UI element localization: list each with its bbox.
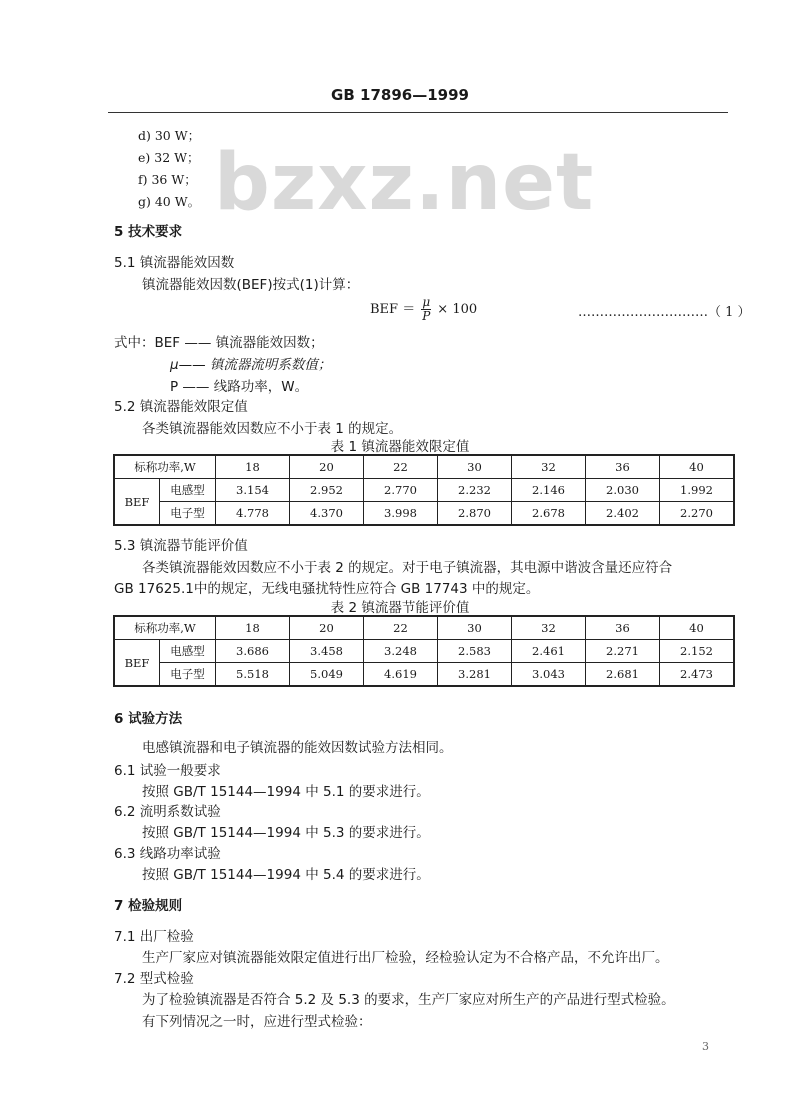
header-rule — [108, 112, 728, 113]
table-row — [114, 663, 734, 687]
list-item: d) 30 W； — [138, 128, 201, 143]
table-cell: 3.043 — [512, 663, 586, 687]
section-5-2-heading: 5.2 镇流器能效限定值 — [114, 399, 248, 415]
section-6-heading: 6 试验方法 — [114, 711, 183, 727]
table-head-label: 标称功率,W — [114, 616, 216, 640]
section-7-1-heading: 7.1 出厂检验 — [114, 929, 194, 945]
table-cell: 2.681 — [586, 663, 660, 687]
formula-number: …………………………（ 1 ） — [578, 305, 751, 320]
section-7-2-heading: 7.2 型式检验 — [114, 971, 194, 987]
table-cell: 2.770 — [364, 479, 438, 502]
section-5-2-text: 各类镇流器能效因数应不小于表 1 的规定。 — [142, 421, 403, 437]
table-cell: 32 — [512, 616, 586, 640]
table-cell: 4.370 — [290, 502, 364, 526]
section-7-heading: 7 检验规则 — [114, 898, 183, 914]
table-cell: 2.473 — [660, 663, 735, 687]
table-cell: 30 — [438, 616, 512, 640]
table-cell: 2.146 — [512, 479, 586, 502]
section-6-3-text: 按照 GB/T 15144—1994 中 5.4 的要求进行。 — [142, 867, 430, 883]
section-5-3-text-1: 各类镇流器能效因数应不小于表 2 的规定。对于电子镇流器，其电源中谐波含量还应符合 — [142, 560, 673, 576]
table-row — [114, 616, 734, 640]
table-cell: 32 — [512, 455, 586, 479]
where-mu: μ—— 镇流器流明系数值； — [170, 357, 332, 373]
section-6-1-heading: 6.1 试验一般要求 — [114, 763, 221, 779]
table-cell: 2.152 — [660, 640, 735, 663]
bef-formula — [370, 296, 477, 323]
table-row-type: 电感型 — [160, 479, 216, 502]
table-row — [114, 502, 734, 526]
watermark: bzxz.net — [214, 138, 595, 228]
table-cell: 3.686 — [216, 640, 290, 663]
table-row-type: 电子型 — [160, 502, 216, 526]
section-5-1-heading: 5.1 镇流器能效因数 — [114, 255, 235, 271]
formula-fraction — [421, 296, 431, 323]
table-cell: 3.154 — [216, 479, 290, 502]
section-6-3-heading: 6.3 线路功率试验 — [114, 846, 221, 862]
table-cell: 2.952 — [290, 479, 364, 502]
section-6-2-heading: 6.2 流明系数试验 — [114, 804, 221, 820]
table-cell: 22 — [364, 455, 438, 479]
table-cell: 3.281 — [438, 663, 512, 687]
table-cell: 36 — [586, 616, 660, 640]
section-6-1-text: 按照 GB/T 15144—1994 中 5.1 的要求进行。 — [142, 784, 430, 800]
table-2 — [113, 615, 735, 687]
section-5-1-intro: 镇流器能效因数(BEF)按式(1)计算： — [142, 277, 360, 293]
table-row-group: BEF — [114, 479, 160, 526]
section-7-2-text-2: 有下列情况之一时，应进行型式检验： — [142, 1014, 372, 1030]
page-number: 3 — [702, 1040, 709, 1053]
table-cell: 2.271 — [586, 640, 660, 663]
table-cell: 2.461 — [512, 640, 586, 663]
table-cell: 2.678 — [512, 502, 586, 526]
table-cell: 3.998 — [364, 502, 438, 526]
section-5-3-text-2: GB 17625.1中的规定，无线电骚扰特性应符合 GB 17743 中的规定。 — [114, 581, 540, 597]
section-7-1-text: 生产厂家应对镇流器能效限定值进行出厂检验，经检验认定为不合格产品，不允许出厂。 — [142, 950, 669, 966]
table-cell: 20 — [290, 455, 364, 479]
table-1 — [113, 454, 735, 526]
table-cell: 20 — [290, 616, 364, 640]
table-cell: 22 — [364, 616, 438, 640]
table-cell: 40 — [660, 616, 735, 640]
table-cell: 40 — [660, 455, 735, 479]
table-row-type: 电感型 — [160, 640, 216, 663]
table-cell: 18 — [216, 455, 290, 479]
table-cell: 1.992 — [660, 479, 735, 502]
table-cell: 4.778 — [216, 502, 290, 526]
table-cell: 2.402 — [586, 502, 660, 526]
formula-lhs: BEF ＝ — [370, 302, 416, 317]
section-6-2-text: 按照 GB/T 15144—1994 中 5.3 的要求进行。 — [142, 825, 430, 841]
table-row — [114, 640, 734, 663]
formula-denominator: P — [422, 309, 431, 323]
section-6-text: 电感镇流器和电子镇流器的能效因数试验方法相同。 — [142, 740, 453, 756]
section-5-heading: 5 技术要求 — [114, 224, 183, 240]
list-item: f) 36 W； — [138, 172, 197, 187]
table-2-caption: 表 2 镇流器节能评价值 — [330, 600, 470, 616]
table-cell: 3.248 — [364, 640, 438, 663]
list-item: e) 32 W； — [138, 150, 200, 165]
where-p: P —— 线路功率，W。 — [170, 379, 309, 395]
table-head-label: 标称功率,W — [114, 455, 216, 479]
table-cell: 2.870 — [438, 502, 512, 526]
formula-rhs: × 100 — [437, 302, 478, 317]
table-cell: 2.232 — [438, 479, 512, 502]
table-cell: 36 — [586, 455, 660, 479]
section-7-2-text-1: 为了检验镇流器是否符合 5.2 及 5.3 的要求，生产厂家应对所生产的产品进行型式检验。 — [142, 992, 675, 1008]
list-item: g) 40 W。 — [138, 194, 201, 209]
where-bef: 式中：BEF —— 镇流器能效因数； — [114, 335, 324, 351]
section-5-3-heading: 5.3 镇流器节能评价值 — [114, 538, 248, 554]
formula-numerator: μ — [422, 295, 431, 309]
table-row — [114, 479, 734, 502]
table-row-group: BEF — [114, 640, 160, 687]
table-cell: 3.458 — [290, 640, 364, 663]
table-cell: 30 — [438, 455, 512, 479]
table-cell: 2.270 — [660, 502, 735, 526]
table-cell: 5.518 — [216, 663, 290, 687]
table-cell: 2.583 — [438, 640, 512, 663]
table-cell: 4.619 — [364, 663, 438, 687]
table-row — [114, 455, 734, 479]
table-row-type: 电子型 — [160, 663, 216, 687]
table-cell: 2.030 — [586, 479, 660, 502]
table-cell: 5.049 — [290, 663, 364, 687]
table-cell: 18 — [216, 616, 290, 640]
standard-code-header: GB 17896—1999 — [331, 86, 469, 104]
table-1-caption: 表 1 镇流器能效限定值 — [330, 439, 470, 455]
